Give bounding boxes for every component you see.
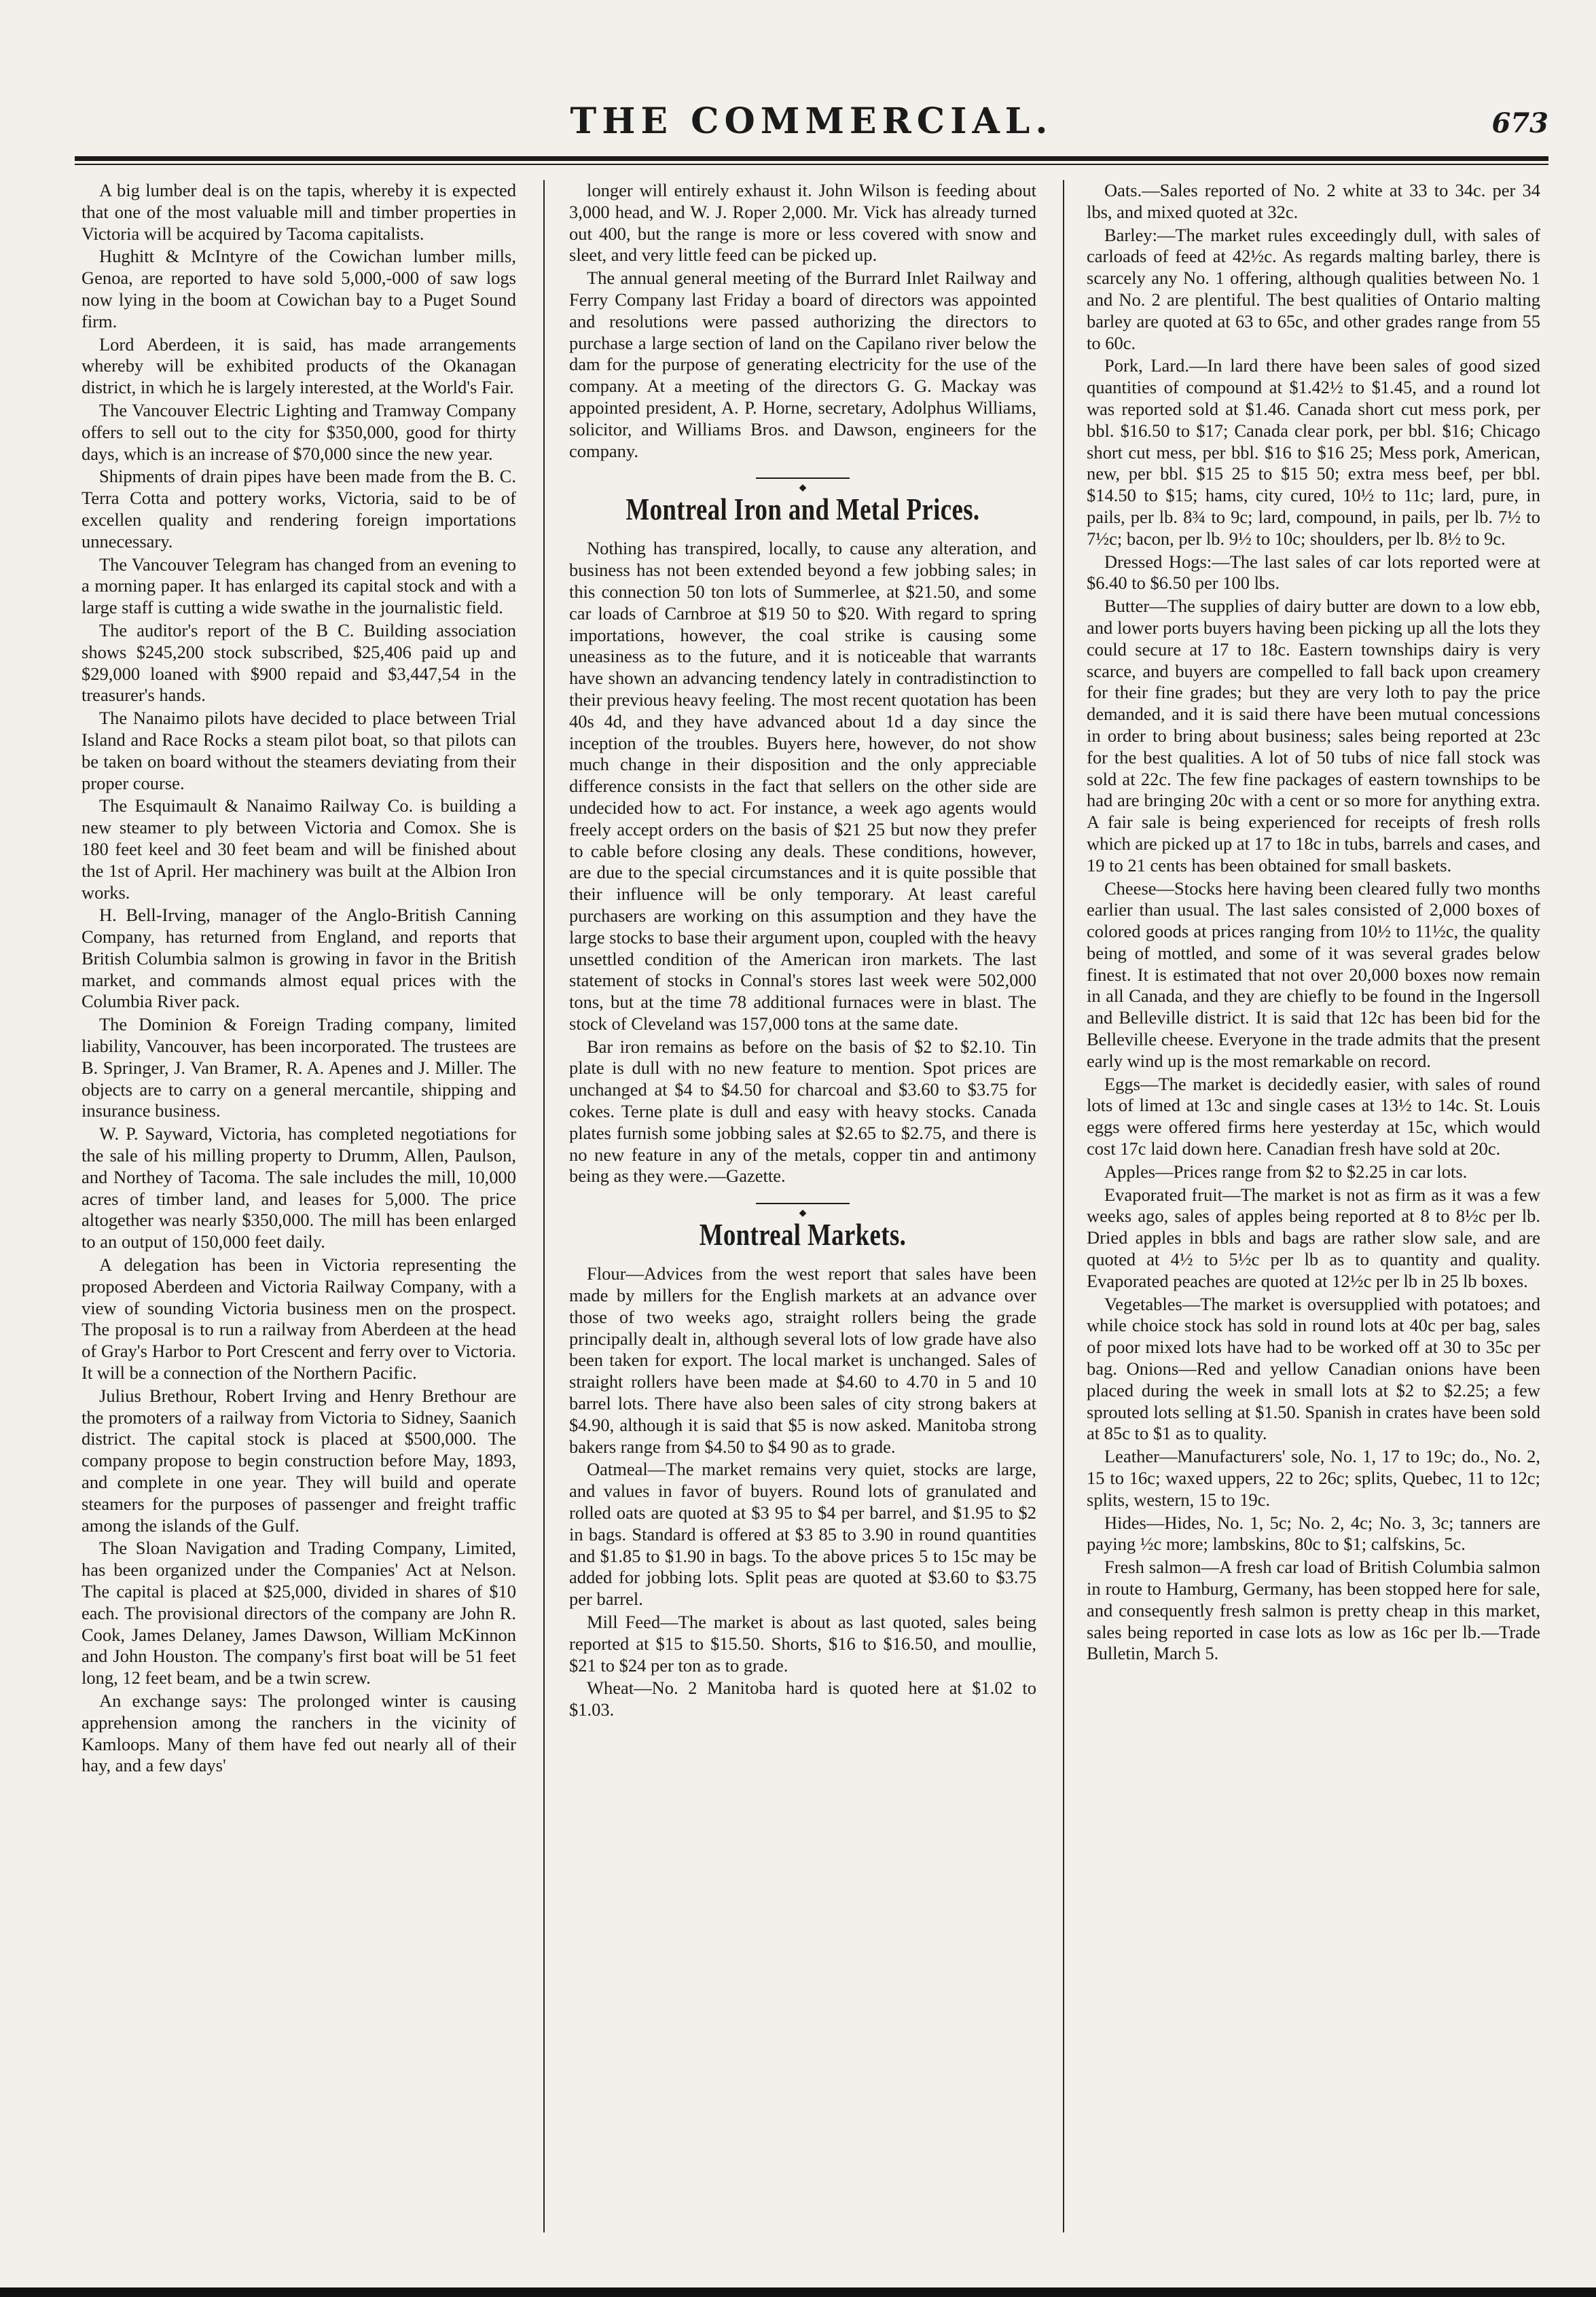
article-paragraph: The Nanaimo pilots have decided to place between Trial Island and Race Rocks a steam pilot boat, so that pilots can be taken on board without the steamers deviating from their proper course. <box>81 708 516 793</box>
article-paragraph: The Esquimault & Nanaimo Railway Co. is building a new steamer to ply between Victoria and Comox. She is 180 feet keel and 30 feet beam and will be finished about the 1st of April. Her machinery was built at the Albion Iron works. <box>81 795 516 903</box>
article-paragraph: An exchange says: The prolonged winter is causing apprehension among the ranchers in the vicinity of Kamloops. Many of them have fed out nearly all of their hay, and a few days' <box>81 1690 516 1776</box>
article-paragraph: Apples—Prices range from $2 to $2.25 in car lots. <box>1104 1161 1468 1182</box>
article-paragraph: Barley:—The market rules exceedingly dull, with sales of carloads of feed at 42½c. As regards malting barley, there is scarcely any No. 1 offering, although qualities between No. 1 and No. 2 are plentiful. The best qualities of Ontario malting barley are quoted at 63 to 65c, and other grades range from 55 to 60c. <box>1087 224 1540 353</box>
article-paragraph: Eggs—The market is decidedly easier, with sales of round lots of limed at 13c and single cases at 13½ to 14c. St. Louis eggs were offered firms here yesterday at 15c, which would cost 17c laid down here. Canadian fresh have sold at 20c. <box>1087 1073 1540 1159</box>
article-paragraph: Hughitt & McIntyre of the Cowichan lumber mills, Genoa, are reported to have sold 5,000,-000 of saw logs now lying in the boom at Cowichan bay to a Puget Sound firm. <box>81 246 516 331</box>
article-paragraph: The Sloan Navigation and Trading Company, Limited, has been organized under the Companies' Act at Nelson. The capital is placed at $25,000, divided in shares of $10 each. The provisional directors of the company are John R. Cook, James Delaney, James Dawson, William McKinnon and John Houston. The company's first boat will be 51 feet long, 12 feet beam, and be a twin screw. <box>81 1538 516 1688</box>
article-paragraph: Bar iron remains as before on the basis of $2 to $2.10. Tin plate is dull with no new feature to mention. Spot prices are unchanged at $4 to $4.50 for charcoal and $3.60 to $3.75 for cokes. Terne plate is dull and easy with heavy stocks. Canada plates furnish some jobbing sales at $2.65 to $2.75, and there is no new feature in any of the metals, copper tin and antimony being as they were.—Gazette. <box>569 1036 1036 1187</box>
article-paragraph: Evaporated fruit—The market is not as firm as it was a few weeks ago, sales of apples being reported at 8 to 8½c per lb. Dried apples in bbls and bags are rather slow sale, and are quoted at 4½ to 5½c per lb as to quantity and quality. Evaporated peaches are quoted at 12½c per lb in 25 lb boxes. <box>1087 1184 1540 1291</box>
article-paragraph: The annual general meeting of the Burrard Inlet Railway and Ferry Company last Friday a board of directors was appointed and resolutions were passed authorizing the directors to purchase a large section of land on the Capilano river below the dam for the purpose of generating electricity for the use of the company. At a meeting of the directors G. G. Mackay was appointed president, A. P. Horne, secretary, Adolphus Williams, solicitor, and Williams Bros. and Dawson, engineers for the company. <box>569 268 1036 461</box>
article-paragraph: Wheat—No. 2 Manitoba hard is quoted here at $1.02 to $1.03. <box>569 1678 1036 1720</box>
article-paragraph: Fresh salmon—A fresh car load of British Columbia salmon in route to Hamburg, Germany, has been stopped here for sale, and consequently fresh salmon is pretty cheap in this market, sales being reported in case lots as low as 16c per lb.—Trade Bulletin, March 5. <box>1087 1557 1540 1664</box>
section-title-markets: Montreal Markets. <box>699 1217 907 1252</box>
article-paragraph: H. Bell-Irving, manager of the Anglo-British Canning Company, has returned from England, and reports that British Columbia salmon is growing in favor in the British market, and commands almost equal prices with the Columbia River pack. <box>81 905 516 1012</box>
article-paragraph: Nothing has transpired, locally, to cause any alteration, and business has not been extended beyond a few jobbing sales; in this connection 50 ton lots of Summerlee, at $21.50, and some car loads of Carnbroe at $19 50 to $20. With regard to spring importations, however, the coal strike is causing some uneasiness as to the future, and it is noticeable that warrants have shown an advancing tendency lately in contradistinction to their previous heavy feeling. The most recent quotation has been 40s 4d, and they have advanced about 1d a day since the inception of the troubles. Buyers here, however, do not show much change in their disposition and the only appreciable difference consists in the fact that sellers on the other side are undecided how to act. For instance, a week ago agents would freely accept orders on the basis of $21 25 but now they prefer to cable before closing any deals. These conditions, however, are due to the special circumstances and it is quite possible that their influence will be only temporary. At least careful purchasers are working on this assumption and they have the large stocks to base their argument upon, coupled with the heavy unsettled condition of the American iron markets. The last statement of stocks in Connal's stores last week were 502,000 tons, but at the time 78 additional furnaces were in blast. The stock of Cleveland was 157,000 tons at the same date. <box>569 538 1036 1034</box>
masthead-rule-thin <box>75 164 1548 165</box>
masthead-rule <box>75 156 1548 161</box>
article-paragraph: Hides—Hides, No. 1, 5c; No. 2, 4c; No. 3, 3c; tanners are paying ½c more; lambskins, 80c to $1; calfskins, 5c. <box>1087 1512 1540 1555</box>
article-paragraph: Leather—Manufacturers' sole, No. 1, 17 to 19c; do., No. 2, 15 to 16c; waxed uppers, 22 to 26c; splits, Quebec, 11 to 12c; splits, western, 15 to 19c. <box>1087 1446 1540 1510</box>
section-iron-metal-body <box>569 538 1036 1187</box>
article-paragraph: A delegation has been in Victoria representing the proposed Aberdeen and Victoria Railway Company, with a view of sounding Victoria business men on the prospect. The proposal is to run a railway from Aberdeen at the head of Gray's Harbor to Port Crescent and ferry over to Victoria. It will be a connection of the Northern Pacific. <box>81 1254 516 1383</box>
article-paragraph: The Vancouver Telegram has changed from an evening to a morning paper. It has enlarged its capital stock and with a large staff is cutting a wide swathe in the journalistic field. <box>81 554 516 618</box>
article-paragraph: Pork, Lard.—In lard there have been sales of good sized quantities of compound at $1.42½ to $1.45, and a round lot was reported sold at $1.46. Canada short cut mess pork, per bbl. $16.50 to $17; Canada clear pork, per bbl. $16; Chicago short cut mess, per bbl. $16 to $16 25; Mess pork, American, new, per bbl. $15 25 to $15 50; extra mess beef, per bbl. $14.50 to $15; hams, city cured, 10½ to 11c; lard, pure, in pails, per lb. 8¾ to 9c; lard, compound, in pails, per lb. 7½ to 7½c; bacon, per lb. 9½ to 10c; shoulders, per lb. 8½ to 9c. <box>1087 355 1540 549</box>
article-paragraph: Lord Aberdeen, it is said, has made arrangements whereby will be exhibited products of the Okanagan district, in which he is largely interested, at the World's Fair. <box>81 333 516 398</box>
article-paragraph: A big lumber deal is on the tapis, whereby it is expected that one of the most valuable mill and timber properties in Victoria will be acquired by Tacoma capitalists. <box>81 180 516 244</box>
article-paragraph: The Vancouver Electric Lighting and Tramway Company offers to sell out to the city for $350,000, good for thirty days, which is an increase of $70,000 since the new year. <box>81 399 516 464</box>
article-paragraph: The Dominion & Foreign Trading company, limited liability, Vancouver, has been incorporated. The trustees are B. Springer, J. Van Bramer, R. A. Apenes and J. Miller. The objects are to carry on a general mercantile, shipping and insurance business. <box>81 1014 516 1121</box>
article-paragraph: Dressed Hogs:—The last sales of car lots reported were at $6.40 to $6.50 per 100 lbs. <box>1087 551 1540 594</box>
section-markets-body <box>569 1263 1036 1721</box>
article-paragraph: Oatmeal—The market remains very quiet, stocks are large, and values in favor of buyers. Round lots of granulated and rolled oats are quoted at $3 95 to $4 per barrel, and $1.95 to $2 in bags. Standard is offered at $3 85 to 3.90 in round quantities and $1.85 to $1.90 in bags. To the above prices 5 to 15c may be added for jobbing lots. Split peas are quoted at $3.60 to $3.75 per barrel. <box>569 1459 1036 1610</box>
article-paragraph: Vegetables—The market is oversupplied with potatoes; and while choice stock has sold in round lots at 40c per bag, sales of poor mixed lots have had to be worked off at 30 to 35c per bag. Onions—Red and yellow Canadian onions have been placed during the week in small lots at $2 to $2.25; a few sprouted lots selling at $1.50. Spanish in crates have been sold at 85c to $1 as to quality. <box>1087 1293 1540 1444</box>
article-paragraph: longer will entirely exhaust it. John Wilson is feeding about 3,000 head, and W. J. Roper 2,000. Mr. Vick has already turned out 400, but the range is more or less covered with snow and sleet, and very little feed can be picked up. <box>569 180 1036 266</box>
column-divider <box>543 180 545 2232</box>
column-3 <box>1087 180 1540 2236</box>
section-divider: ◆ <box>569 474 1036 482</box>
page-title: THE COMMERCIAL. <box>570 101 1053 142</box>
column-2-intro <box>569 180 1036 462</box>
column-1 <box>81 180 516 2236</box>
section-title-iron-metal: Montreal Iron and Metal Prices. <box>625 492 980 527</box>
column-divider <box>1063 180 1064 2232</box>
page-bottom-edge <box>0 2287 1596 2297</box>
article-paragraph: W. P. Sayward, Victoria, has completed negotiations for the sale of his milling property to Drumm, Allen, Paulson, and Northey of Tacoma. The sale includes the mill, 10,000 acres of timber land, and leases for 5,000. The price altogether was nearly $350,000. The mill has been enlarged to an output of 150,000 feet daily. <box>81 1123 516 1252</box>
article-paragraph: Oats.—Sales reported of No. 2 white at 33 to 34c. per 34 lbs, and mixed quoted at 32c. <box>1087 180 1540 222</box>
article-paragraph: The auditor's report of the B C. Building association shows $245,200 stock subscribed, $25,406 paid up and $29,000 loaned with $900 repaid and $3,447,54 in the treasurer's hands. <box>81 619 516 706</box>
article-paragraph: Butter—The supplies of dairy butter are down to a low ebb, and lower ports buyers having been picking up all the lots they could secure at 17 to 18c. Eastern townships dairy is very scarce, and buyers are compelled to fall back upon creamery for their fine grades; but they are very loth to pay the price demanded, and it is said there have been mutual concessions in order to bring about business; sales being reported at 23c for the best qualities. A lot of 50 tubs of nice fall stock was sold at 22c. The few fine packages of eastern townships to be had are bringing 20c with a cent or so more for anything extra. A fair sale is being experienced for receipts of fresh rolls which are picked up at 17 to 18c in tubs, barrels and cases, and 19 to 21 cents has been obtained for small baskets. <box>1087 596 1540 875</box>
article-paragraph: Flour—Advices from the west report that sales have been made by millers for the English markets at an advance over those of two weeks ago, straight rollers being the grade principally dealt in, although several lots of low grade have also been taken for export. The local market is unchanged. Sales of straight rollers have been made at $4.60 to 4.70 in 5 and 10 barrel lots. There have also been sales of city strong bakers at $4.90, although it is said that $5 is now asked. Manitoba strong bakers range from $4.50 to $4 90 as to grade. <box>569 1263 1036 1457</box>
article-paragraph: Mill Feed—The market is about as last quoted, sales being reported at $15 to $15.50. Shorts, $16 to $16.50, and moullie, $21 to $24 per ton as to grade. <box>569 1612 1036 1676</box>
page-number: 673 <box>1491 107 1548 139</box>
article-paragraph: Shipments of drain pipes have been made from the B. C. Terra Cotta and pottery works, Victoria, said to be of excellen quality and rendering foreign importations unnecessary. <box>81 466 516 551</box>
article-paragraph: Julius Brethour, Robert Irving and Henry Brethour are the promoters of a railway from Victoria to Sidney, Saanich district. The capital stock is placed at $500,000. The company propose to begin construction before May, 1893, and complete in one year. They will build and operate steamers for the purposes of passenger and freight traffic among the islands of the Gulf. <box>81 1385 516 1536</box>
masthead <box>75 95 1548 149</box>
column-2 <box>569 180 1036 2236</box>
article-paragraph: Cheese—Stocks here having been cleared fully two months earlier than usual. The last sales consisted of 2,000 boxes of colored goods at prices ranging from 10½ to 11½c, the quality being of mottled, and some of it was several grades below finest. It is estimated that not over 20,000 boxes now remain in all Canada, and they are chiefly to be found in the Ingersoll and Belleville district. It is said that 12c has been bid for the Belleville cheese. Everyone in the trade admits that the present early wind up is the most remarkable on record. <box>1087 878 1540 1071</box>
section-divider: ◆ <box>569 1199 1036 1208</box>
